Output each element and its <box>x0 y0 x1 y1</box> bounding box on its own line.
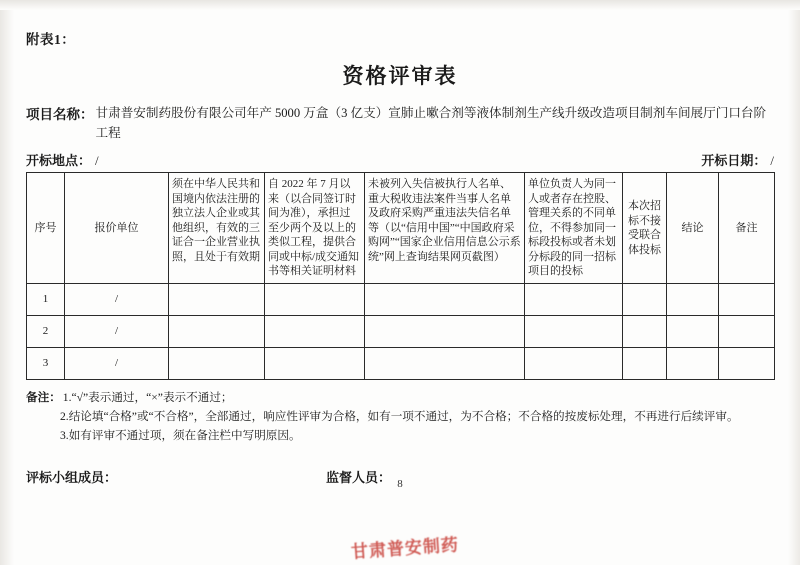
th-no-consortium: 本次招标不接受联合体投标 <box>623 173 667 284</box>
table-row <box>27 284 775 316</box>
th-credit-check: 未被列入失信被执行人名单、重大税收违法案件当事人名单及政府采购严重违法失信名单等（以“信用中国”“中国政府采购网”“国家企业信用信息公示系统”网上查询结果网页截图） <box>365 173 525 284</box>
cell-credit-check <box>365 284 525 316</box>
open-place <box>26 150 99 169</box>
document-content <box>26 28 774 486</box>
qualification-review-table <box>26 172 775 380</box>
cell-credit-check <box>365 348 525 380</box>
cell-conclusion <box>667 316 719 348</box>
cell-similar-projects <box>265 348 365 380</box>
note-line-1 <box>26 389 774 408</box>
open-date <box>701 150 774 169</box>
cell-affiliation-rule <box>525 284 623 316</box>
table-row <box>27 348 775 380</box>
note-line-2: 2.结论填“合格”或“不合格”，全部通过，响应性评审为合格，如有一项不通过，为不合格；不合格的按废标处理，不再进行后续评审。 <box>60 409 739 423</box>
open-date-label: 开标日期： <box>701 153 767 169</box>
th-bidder-unit: 报价单位 <box>65 173 169 284</box>
cell-no-consortium <box>623 316 667 348</box>
cell-similar-projects <box>265 284 365 316</box>
note-line-3: 3.如有评审不通过项，须在备注栏中写明原因。 <box>60 428 301 442</box>
scan-edge-top <box>0 0 800 10</box>
table-row <box>27 316 775 348</box>
cell-bidder-unit: / <box>65 316 169 348</box>
cell-conclusion <box>667 284 719 316</box>
notes-label: 备注： <box>26 391 61 405</box>
th-conclusion: 结论 <box>667 173 719 284</box>
page-number: 8 <box>397 478 403 490</box>
red-seal-stamp: 甘肃普安制药 <box>350 535 460 562</box>
th-similar-projects: 自 2022 年 7 月以来（以合同签订时间为准），承担过至少两个及以上的类似工程，提供合同或中标/成交通知书等相关证明材料 <box>265 173 365 284</box>
meta-row <box>26 150 774 169</box>
th-affiliation-rule: 单位负责人为同一人或者存在控股、管理关系的不同单位，不得参加同一标段投标或者未划分标段的同一招标项目的投标 <box>525 173 623 284</box>
page-title: 资格评审表 <box>342 64 458 88</box>
cell-bidder-unit: / <box>65 284 169 316</box>
th-legal-registration: 须在中华人民共和国境内依法注册的独立法人企业或其他组织，有效的三证合一企业营业执照，且处于有效期 <box>169 173 265 284</box>
evaluation-committee-label: 评标小组成员： <box>26 470 118 486</box>
cell-legal-registration <box>169 348 265 380</box>
cell-legal-registration <box>169 284 265 316</box>
cell-legal-registration <box>169 316 265 348</box>
cell-remark <box>719 284 775 316</box>
cell-no-consortium <box>623 348 667 380</box>
project-name-value: 甘肃普安制药股份有限公司年产 5000 万盒（3 亿支）宣肺止嗽合剂等液体制剂生产线升级改造项目制剂车间展厅门口台阶工程 <box>95 106 767 140</box>
cell-conclusion <box>667 348 719 380</box>
notes-block <box>26 389 774 445</box>
open-place-value: / <box>95 153 99 169</box>
attachment-label: 附表1： <box>26 32 76 47</box>
cell-no-consortium <box>623 284 667 316</box>
cell-affiliation-rule <box>525 316 623 348</box>
cell-index: 3 <box>27 348 65 380</box>
supervisor-label: 监督人员： <box>326 470 392 486</box>
note-text-1: 1.“√”表示通过，“×”表示不通过； <box>62 391 233 405</box>
open-place-label: 开标地点： <box>26 153 92 169</box>
cell-remark <box>719 348 775 380</box>
project-name-label: 项目名称： <box>26 107 94 122</box>
cell-similar-projects <box>265 316 365 348</box>
project-name-row <box>26 104 774 143</box>
cell-bidder-unit: / <box>65 348 169 380</box>
table-header-row <box>27 173 775 284</box>
open-date-value: / <box>770 153 774 169</box>
cell-index: 1 <box>27 284 65 316</box>
cell-affiliation-rule <box>525 348 623 380</box>
cell-remark <box>719 316 775 348</box>
cell-index: 2 <box>27 316 65 348</box>
table-body <box>27 284 775 380</box>
th-index: 序号 <box>27 173 65 284</box>
th-remark: 备注 <box>719 173 775 284</box>
cell-credit-check <box>365 316 525 348</box>
